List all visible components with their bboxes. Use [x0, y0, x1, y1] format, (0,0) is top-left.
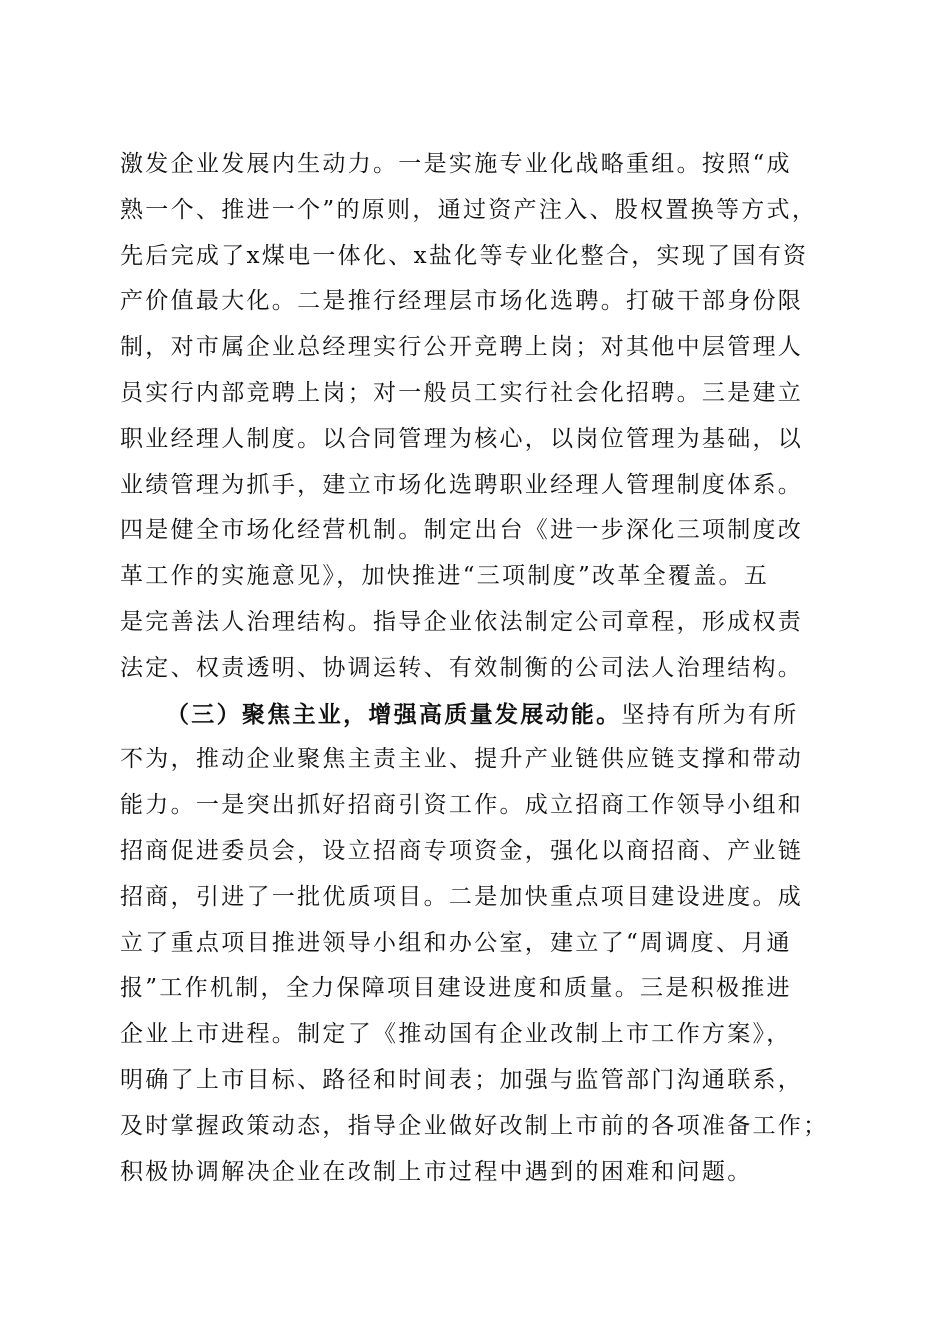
paragraph-line: 招商促进委员会，设立招商专项资金，强化以商招商、产业链 — [120, 837, 804, 864]
paragraph-line: 企业上市进程。制定了《推动国有企业改制上市工作方案》， — [120, 1021, 792, 1048]
paragraph-line: 产价值最大化。二是推行经理层市场化选聘。打破干部身份限 — [120, 288, 804, 315]
paragraph-line: 积极协调解决企业在改制上市过程中遇到的困难和问题。 — [120, 1158, 753, 1185]
body-text — [120, 142, 830, 1195]
paragraph-line: 是完善法人治理结构。指导企业依法制定公司章程，形成权责 — [120, 608, 804, 635]
section-heading-rest: 坚持有所为有所 — [621, 701, 799, 728]
paragraph-line: 员实行内部竞聘上岗；对一般员工实行社会化招聘。三是建立 — [120, 379, 804, 406]
paragraph-line: 报”工作机制，全力保障项目建设进度和质量。三是积极推进 — [120, 975, 792, 1002]
paragraph-line: 招商，引进了一批优质项目。二是加快重点项目建设进度。成 — [120, 883, 804, 910]
section-heading-line — [120, 692, 830, 738]
paragraph-line: 立了重点项目推进领导小组和办公室，建立了“周调度、月通 — [120, 929, 792, 956]
paragraph-line: 先后完成了x煤电一体化、x盐化等专业化整合，实现了国有资 — [120, 242, 809, 269]
paragraph-line: 不为，推动企业聚焦主责主业、提升产业链供应链支撑和带动 — [120, 746, 804, 773]
paragraph-line: 激发企业发展内生动力。一是实施专业化战略重组。按照“成 — [120, 151, 792, 177]
paragraph-line: 法定、权责透明、协调运转、有效制衡的公司法人治理结构。 — [120, 654, 804, 681]
paragraph-line: 能力。一是突出抓好招商引资工作。成立招商工作领导小组和 — [120, 792, 804, 819]
paragraph-line: 四是健全市场化经营机制。制定出台《进一步深化三项制度改 — [120, 517, 804, 544]
paragraph-line: 革工作的实施意见》，加快推进“三项制度”改革全覆盖。五 — [120, 563, 770, 590]
paragraph-line: 制，对市属企业总经理实行公开竞聘上岗；对其他中层管理人 — [120, 334, 804, 361]
paragraph-line: 熟一个、推进一个”的原则，通过资产注入、股权置换等方式， — [120, 196, 818, 223]
paragraph-line: 及时掌握政策动态，指导企业做好改制上市前的各项准备工作； — [120, 1112, 829, 1139]
paragraph-line: 业绩管理为抓手，建立市场化选聘职业经理人管理制度体系。 — [120, 471, 804, 498]
section-heading: （三）聚焦主业，增强高质量发展动能。 — [166, 700, 622, 728]
paragraph-line: 职业经理人制度。以合同管理为核心，以岗位管理为基础，以 — [120, 425, 804, 452]
paragraph-line: 明确了上市目标、路径和时间表；加强与监管部门沟通联系， — [120, 1066, 804, 1093]
